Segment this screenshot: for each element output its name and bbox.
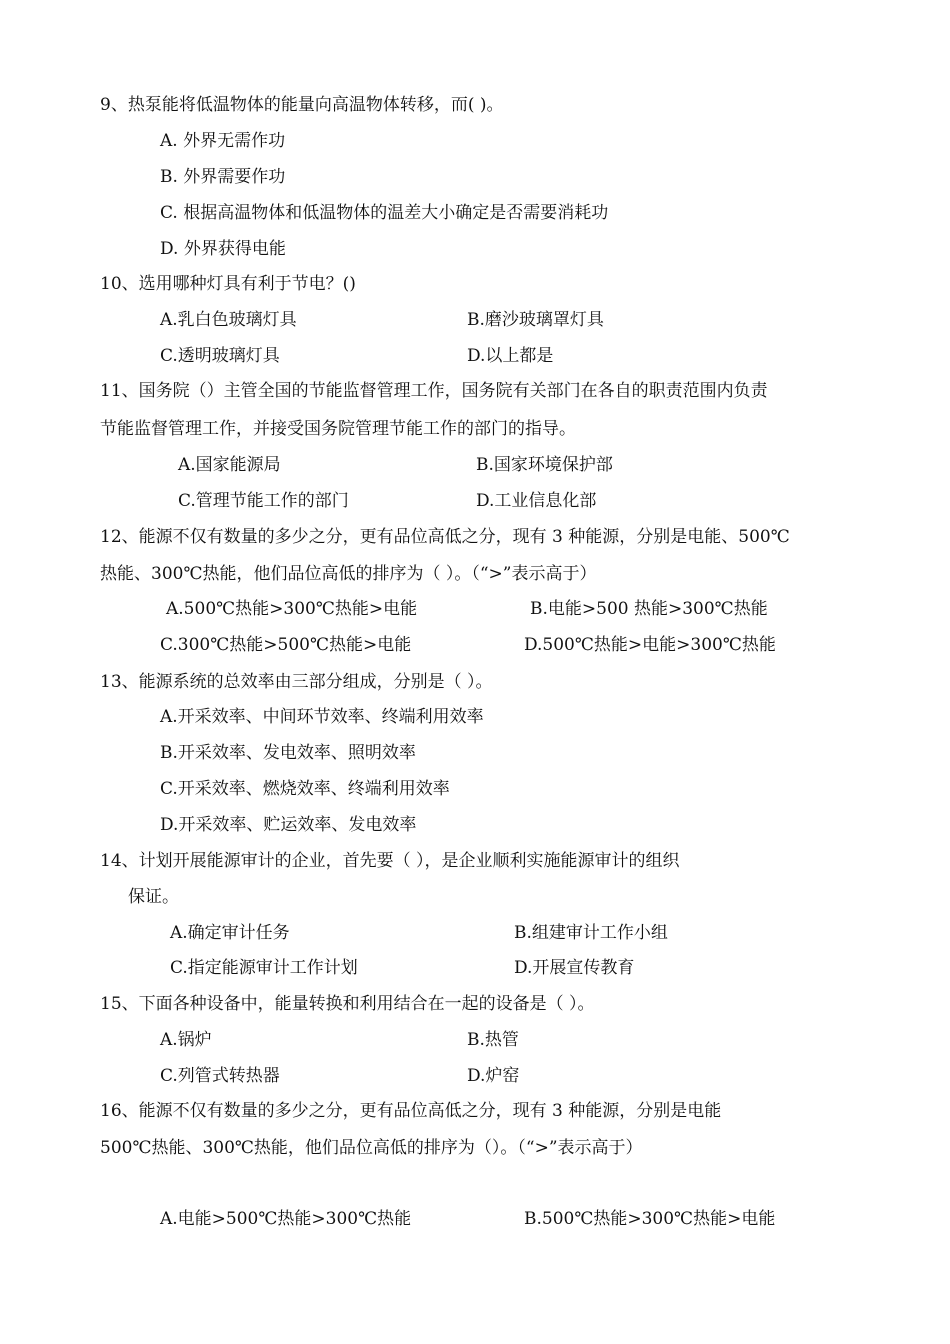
question-12-stem-line-2: 热能、300℃热能，他们品位高低的排序为（ ）。（“>”表示高于） [100, 564, 597, 584]
question-9-option-a: A. 外界无需作功 [160, 131, 286, 151]
question-11-stem-line-1: 11、国务院（）主管全国的节能监督管理工作，国务院有关部门在各自的职责范围内负责 [100, 381, 768, 401]
question-16-option-a: A.电能>500℃热能>300℃热能 [160, 1209, 412, 1229]
question-11-option-c: C.管理节能工作的部门 [178, 491, 349, 511]
question-10-option-c: C.透明玻璃灯具 [160, 346, 280, 366]
question-13-option-a: A.开采效率、中间环节效率、终端利用效率 [160, 707, 484, 727]
question-9-option-c: C. 根据高温物体和低温物体的温差大小确定是否需要消耗功 [160, 203, 609, 223]
question-15-option-d: D.炉窑 [467, 1066, 520, 1086]
question-11-option-a: A.国家能源局 [178, 455, 281, 475]
question-12-option-b: B.电能>500 热能>300℃热能 [530, 599, 768, 619]
question-12-stem-line-1: 12、能源不仅有数量的多少之分，更有品位高低之分，现有 3 种能源，分别是电能、500℃ [100, 527, 790, 547]
question-14-option-c: C.指定能源审计工作计划 [170, 958, 358, 978]
question-14-option-d: D.开展宣传教育 [514, 958, 635, 978]
question-9-stem: 9、热泵能将低温物体的能量向高温物体转移，而( )。 [100, 95, 504, 115]
question-14-option-a: A.确定审计任务 [170, 923, 290, 943]
question-10-option-d: D.以上都是 [467, 346, 554, 366]
question-10-option-b: B.磨沙玻璃罩灯具 [467, 310, 604, 330]
question-12-option-c: C.300℃热能>500℃热能>电能 [160, 635, 412, 655]
question-13-option-c: C.开采效率、燃烧效率、终端利用效率 [160, 779, 450, 799]
question-14-stem-line-1: 14、计划开展能源审计的企业，首先要（ ），是企业顺利实施能源审计的组织 [100, 851, 680, 871]
question-11-stem-line-2: 节能监督管理工作，并接受国务院管理节能工作的部门的指导。 [100, 419, 576, 439]
question-15-option-a: A.锅炉 [160, 1030, 212, 1050]
question-15-option-b: B.热管 [467, 1030, 519, 1050]
question-9-option-b: B. 外界需要作功 [160, 167, 286, 187]
question-16-stem-line-2: 500℃热能、300℃热能，他们品位高低的排序为（）。（“>”表示高于） [100, 1138, 643, 1158]
question-11-option-d: D.工业信息化部 [476, 491, 597, 511]
question-13-option-d: D.开采效率、贮运效率、发电效率 [160, 815, 417, 835]
question-16-stem-line-1: 16、能源不仅有数量的多少之分，更有品位高低之分，现有 3 种能源，分别是电能 [100, 1101, 722, 1121]
question-12-option-d: D.500℃热能>电能>300℃热能 [524, 635, 776, 655]
question-14-option-b: B.组建审计工作小组 [514, 923, 668, 943]
question-14-stem-line-2: 保证。 [128, 887, 179, 907]
question-9-option-d: D. 外界获得电能 [160, 239, 286, 259]
question-13-option-b: B.开采效率、发电效率、照明效率 [160, 743, 416, 763]
question-11-option-b: B.国家环境保护部 [476, 455, 613, 475]
question-16-option-b: B.500℃热能>300℃热能>电能 [524, 1209, 776, 1229]
question-15-option-c: C.列管式转热器 [160, 1066, 280, 1086]
question-15-stem: 15、下面各种设备中，能量转换和利用结合在一起的设备是（ ）。 [100, 994, 595, 1014]
question-12-option-a: A.500℃热能>300℃热能>电能 [166, 599, 418, 619]
question-10-stem: 10、选用哪种灯具有利于节电？() [100, 274, 356, 294]
question-13-stem: 13、能源系统的总效率由三部分组成，分别是（ ）。 [100, 672, 493, 692]
question-10-option-a: A.乳白色玻璃灯具 [160, 310, 297, 330]
